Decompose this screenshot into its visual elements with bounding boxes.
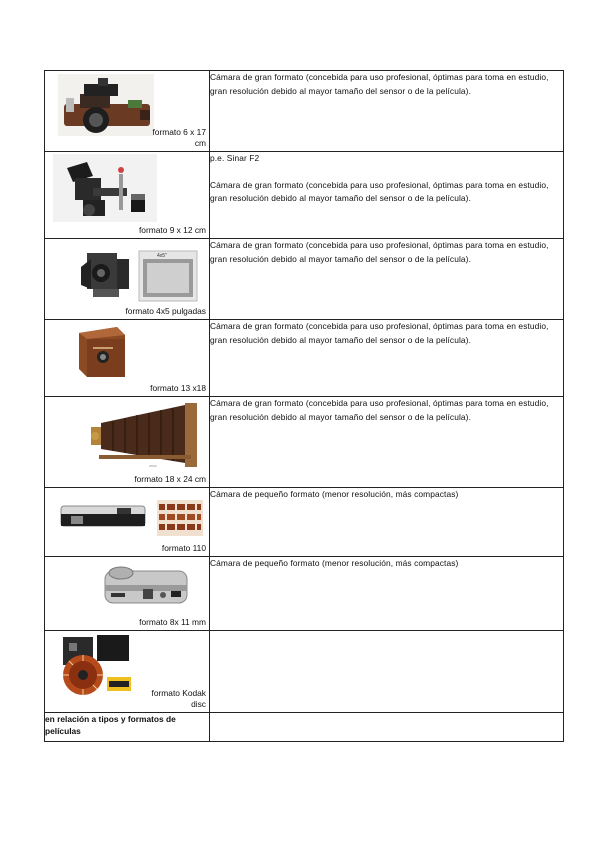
description-text: Cámara de gran formato (concebida para uso profesional, óptimas para toma en estudio, gran resolución debido al mayor tamaño del sensor o de la película). <box>210 240 549 264</box>
table-row <box>45 397 564 488</box>
format-caption: formato 9 x 12 cm <box>138 225 206 235</box>
footer-label: en relación a tipos y formatos de películas <box>45 713 210 742</box>
format-caption: formato 8x 11 mm <box>139 617 206 627</box>
description-cell <box>210 631 564 713</box>
description-text: Cámara de pequeño formato (menor resolución, más compactas) <box>210 558 459 568</box>
image-cell <box>45 631 210 713</box>
format-caption: formato Kodak disc <box>151 688 206 709</box>
image-cell <box>45 239 210 320</box>
description-cell <box>210 152 564 239</box>
camera-format-table <box>44 70 564 742</box>
empty-cell <box>210 713 564 742</box>
description-cell <box>210 557 564 631</box>
table-row <box>45 488 564 557</box>
kodak-disc-photo <box>53 633 135 697</box>
table-row <box>45 557 564 631</box>
press-camera-photo <box>81 245 205 303</box>
pocket-camera-110-photo <box>57 492 207 540</box>
image-cell <box>45 320 210 397</box>
format-caption: formato 4x5 pulgadas <box>125 306 206 316</box>
description-text: Cámara de gran formato (concebida para uso profesional, óptimas para toma en estudio, gran resolución debido al mayor tamaño del sensor o de la película). <box>210 398 549 422</box>
camera-model-text: p.e. Sinar F2 <box>210 153 260 163</box>
description-cell <box>210 488 564 557</box>
image-cell <box>45 71 210 152</box>
wooden-camera-photo <box>73 323 131 381</box>
bellows-camera-photo <box>89 403 205 469</box>
description-cell <box>210 71 564 152</box>
image-cell <box>45 152 210 239</box>
format-caption: formato 6 x 17 cm <box>152 127 206 148</box>
description-text: Cámara de pequeño formato (menor resolución, más compactas) <box>210 489 459 499</box>
description-cell <box>210 320 564 397</box>
table-row <box>45 239 564 320</box>
svg-text:4x5": 4x5" <box>157 253 167 259</box>
format-caption: formato 110 <box>161 543 206 553</box>
description-text: Cámara de gran formato (concebida para uso profesional, óptimas para toma en estudio, gran resolución debido al mayor tamaño del sensor o de la película). <box>210 321 549 345</box>
view-camera-photo <box>53 154 157 222</box>
panoramic-camera-photo <box>58 74 154 136</box>
description-text: Cámara de gran formato (concebida para uso profesional, óptimas para toma en estudio, gran resolución debido al mayor tamaño del sensor o de la película). <box>210 72 549 96</box>
image-cell <box>45 557 210 631</box>
table-row <box>45 713 564 742</box>
image-cell <box>45 488 210 557</box>
description-cell <box>210 397 564 488</box>
subminiature-camera-photo <box>101 561 195 609</box>
description-cell <box>210 239 564 320</box>
table-row <box>45 631 564 713</box>
description-text: Cámara de gran formato (concebida para uso profesional, óptimas para toma en estudio, gran resolución debido al mayor tamaño del sensor o de la película). <box>210 179 549 204</box>
table-row <box>45 152 564 239</box>
image-cell <box>45 397 210 488</box>
format-caption: formato 13 x18 <box>150 383 206 393</box>
table-row <box>45 320 564 397</box>
svg-text:www.: www. <box>149 464 158 468</box>
format-caption: formato 18 x 24 cm <box>134 474 206 484</box>
table-row <box>45 71 564 152</box>
